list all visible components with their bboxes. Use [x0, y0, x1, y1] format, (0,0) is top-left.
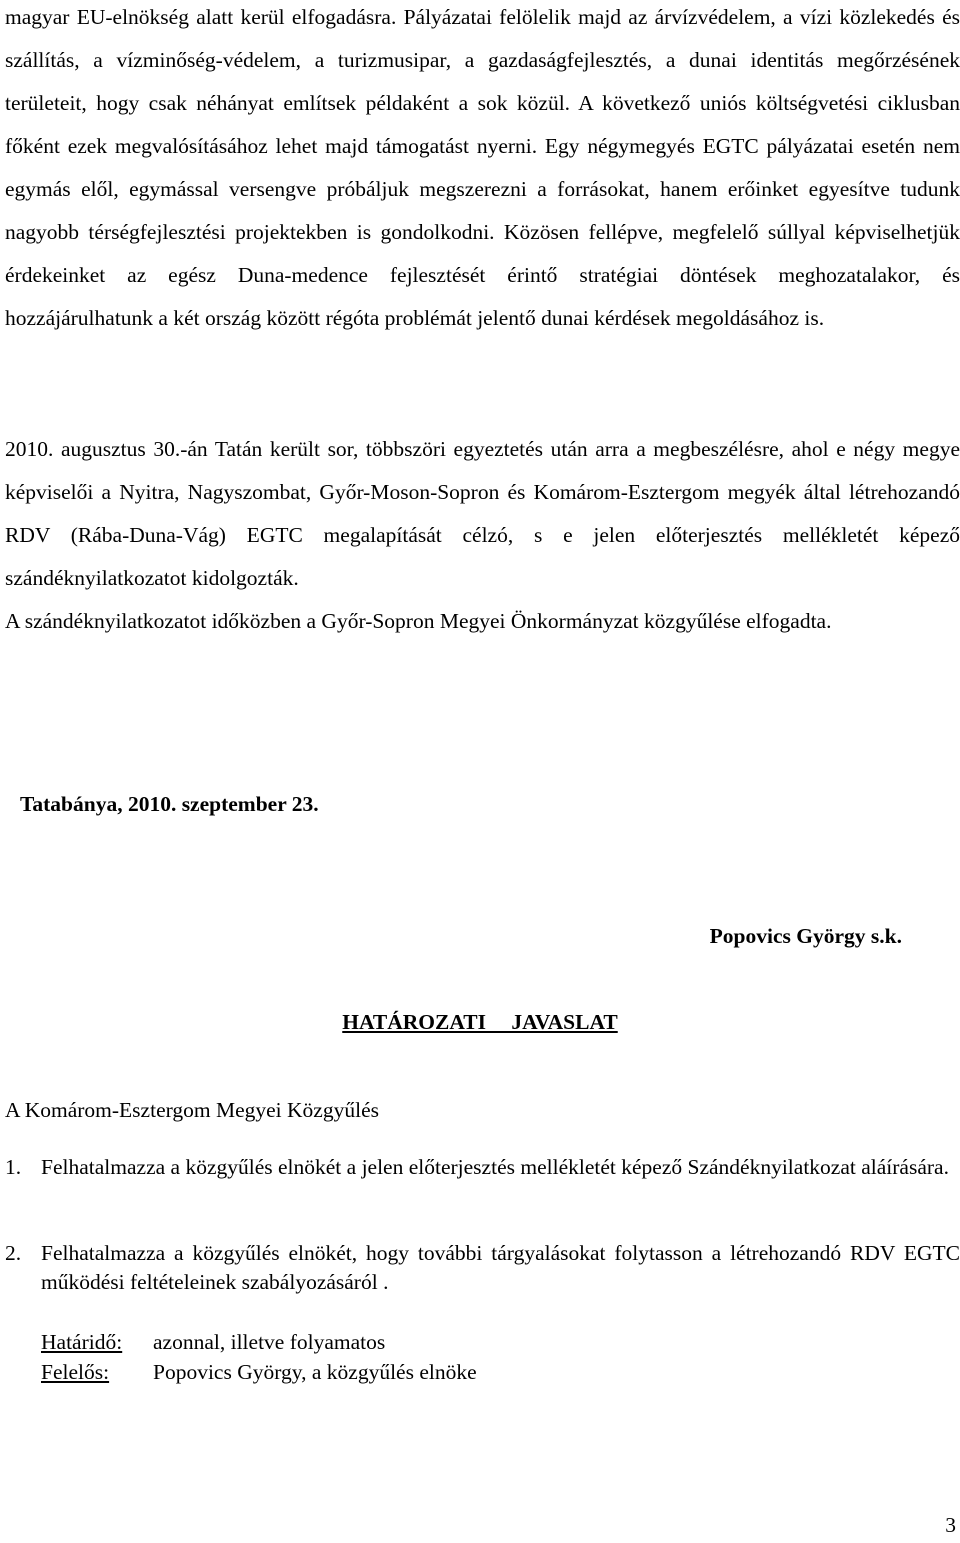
resolution-body: A Komárom-Esztergom Megyei Közgyűlés	[5, 1098, 379, 1122]
deadline-value: azonnal, illetve folyamatos	[153, 1330, 386, 1354]
resolution-item	[5, 1153, 960, 1182]
resolution-item-text: Felhatalmazza a közgyűlés elnökét, hogy további tárgyalásokat folytasson a létrehozandó RDV EGTC működési feltételeinek szabályozásáról .	[41, 1241, 960, 1294]
resolution-item-number: 1.	[5, 1155, 22, 1179]
deadline-label: Határidő:	[41, 1330, 123, 1354]
responsible-label: Felelős:	[41, 1360, 110, 1384]
resolution-item	[5, 1239, 960, 1297]
resolution-item-number: 2.	[5, 1241, 22, 1265]
body-paragraph: magyar EU-elnökség alatt kerül elfogadásra. Pályázatai felölelik majd az árvízvédelem, a vízi közlekedés és szállítás, a vízminőség-védelem, a turizmusipar, a gazdaságfejlesztés, a dunai identitás megőrzésének területeit, hogy csak néhányat említsek példaként a sok közül. A következő uniós költségvetési ciklusban főként ezek megvalósításához lehet majd támogatást nyerni. Egy négymegyés EGTC pályázatai esetén nem egymás elől, egymással versengve próbáljuk megszerezni a forrásokat, hanem erőinket egyesítve tudunk nagyobb térségfejlesztési projektekben is gondolkodni. Közösen fellépve, megfelelő súllyal képviselhetjük érdekeinket az egész Duna-medence fejlesztését érintő stratégiai döntések meghozatalakor, és hozzájárulhatunk a két ország között régóta problémát jelentő dunai kérdések megoldásához is.	[5, 5, 960, 330]
body-paragraph: 2010. augusztus 30.-án Tatán került sor, többszöri egyeztetés után arra a megbeszélésre, ahol e négy megye képviselői a Nyitra, Nagyszombat, Győr-Moson-Sopron és Komárom-Esztergom megyék által létrehozandó RDV (Rába-Duna-Vág) EGTC megalapítását célzó, s e jelen előterjesztés mellékletét képező szándéknyilatkozatot kidolgozták.	[5, 437, 960, 590]
responsible-row	[41, 1357, 477, 1387]
signature: Popovics György s.k.	[709, 924, 902, 948]
resolution-heading: HATÁROZATI JAVASLAT	[342, 1010, 618, 1034]
responsible-value: Popovics György, a közgyűlés elnöke	[153, 1360, 477, 1384]
place-date: Tatabánya, 2010. szeptember 23.	[20, 792, 319, 816]
deadline-row	[41, 1327, 385, 1357]
body-paragraph: A szándéknyilatkozatot időközben a Győr-Sopron Megyei Önkormányzat közgyűlése elfogadta.	[5, 609, 832, 633]
page-number: 3	[945, 1513, 956, 1537]
resolution-item-text: Felhatalmazza a közgyűlés elnökét a jelen előterjesztés mellékletét képező Szándéknyilatkozat aláírására.	[41, 1155, 949, 1179]
